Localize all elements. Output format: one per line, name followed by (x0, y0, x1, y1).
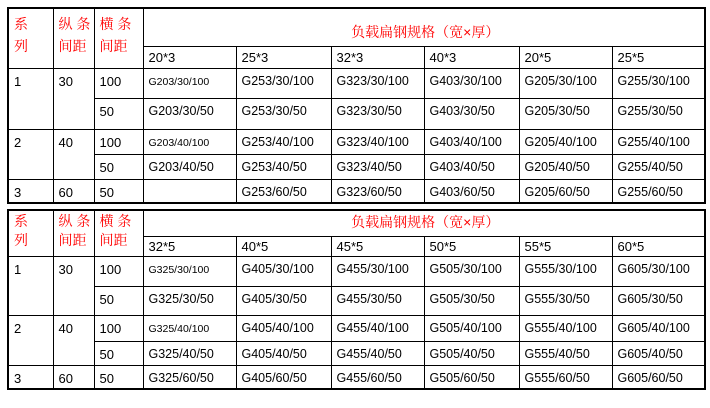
header-label-line: 列 (14, 232, 28, 248)
model-code-cell: G605/30/100 (612, 256, 705, 286)
model-code-cell: G505/40/50 (424, 341, 519, 365)
table-row (8, 179, 705, 203)
header-label-line: 间距 (58, 232, 87, 248)
horizontal-spacing-cell: 50 (94, 179, 143, 203)
series-cell: 3 (8, 365, 53, 389)
header-label-line: 纵 条 (58, 213, 91, 229)
load-spec-title: 负载扁钢规格（宽×厚） (143, 210, 705, 236)
spec-size-header: 20*3 (143, 46, 236, 68)
header-row (8, 8, 705, 46)
vertical-spacing-cell: 60 (53, 179, 94, 203)
load-spec-table-1 (7, 7, 706, 204)
header-label-line: 列 (14, 38, 28, 54)
spec-size-header: 25*5 (612, 46, 705, 68)
horizontal-spacing-cell: 50 (94, 98, 143, 129)
spec-size-header: 32*5 (143, 236, 236, 256)
model-code-cell: G255/40/50 (612, 154, 705, 179)
load-spec-title: 负载扁钢规格（宽×厚） (143, 8, 705, 46)
col-header-vertical-spacing (53, 210, 94, 256)
vertical-spacing-cell: 60 (53, 365, 94, 389)
model-code-cell: G325/40/100 (143, 315, 236, 341)
model-code-cell: G205/30/100 (519, 68, 612, 98)
table-row (8, 341, 705, 365)
model-code-cell: G323/40/50 (331, 154, 424, 179)
header-label-line: 横 条 (99, 16, 132, 32)
table-row (8, 256, 705, 286)
model-code-cell: G323/30/100 (331, 68, 424, 98)
model-code-cell: G253/30/50 (236, 98, 331, 129)
model-code-cell: G203/30/100 (143, 68, 236, 98)
model-code-cell: G203/30/50 (143, 98, 236, 129)
table-body (8, 256, 705, 389)
model-code-cell: G255/40/100 (612, 129, 705, 154)
model-code-cell: G505/30/50 (424, 286, 519, 315)
model-code-cell: G455/30/50 (331, 286, 424, 315)
header-label-line: 间距 (99, 38, 128, 54)
model-code-cell: G403/40/50 (424, 154, 519, 179)
vertical-spacing-cell: 40 (53, 315, 94, 365)
col-header-vertical-spacing (53, 8, 94, 68)
model-code-cell: G203/40/50 (143, 154, 236, 179)
spec-size-header: 40*5 (236, 236, 331, 256)
series-cell: 2 (8, 315, 53, 365)
model-code-cell: G405/40/50 (236, 341, 331, 365)
col-header-series (8, 8, 53, 68)
series-cell: 1 (8, 256, 53, 315)
horizontal-spacing-cell: 50 (94, 365, 143, 389)
model-code-cell: G325/60/50 (143, 365, 236, 389)
horizontal-spacing-cell: 50 (94, 154, 143, 179)
spec-size-header: 40*3 (424, 46, 519, 68)
table-row (8, 286, 705, 315)
series-cell: 1 (8, 68, 53, 129)
table-row (8, 154, 705, 179)
model-code-cell: G505/60/50 (424, 365, 519, 389)
col-header-horizontal-spacing (94, 210, 143, 256)
horizontal-spacing-cell: 100 (94, 129, 143, 154)
model-code-cell: G455/40/100 (331, 315, 424, 341)
model-code-cell: G205/30/50 (519, 98, 612, 129)
model-code-cell: G405/60/50 (236, 365, 331, 389)
model-code-cell: G555/60/50 (519, 365, 612, 389)
table-row (8, 68, 705, 98)
model-code-cell: G253/30/100 (236, 68, 331, 98)
horizontal-spacing-cell: 100 (94, 68, 143, 98)
model-code-cell: G605/40/50 (612, 341, 705, 365)
empty-cell (143, 179, 236, 203)
vertical-spacing-cell: 40 (53, 129, 94, 179)
model-code-cell: G555/30/50 (519, 286, 612, 315)
model-code-cell: G205/40/100 (519, 129, 612, 154)
col-header-series (8, 210, 53, 256)
spec-size-header: 25*3 (236, 46, 331, 68)
header-row (8, 210, 705, 236)
model-code-cell: G205/60/50 (519, 179, 612, 203)
series-cell: 3 (8, 179, 53, 203)
horizontal-spacing-cell: 50 (94, 286, 143, 315)
model-code-cell: G323/60/50 (331, 179, 424, 203)
model-code-cell: G203/40/100 (143, 129, 236, 154)
spec-size-header: 50*5 (424, 236, 519, 256)
model-code-cell: G253/40/100 (236, 129, 331, 154)
model-code-cell: G325/40/50 (143, 341, 236, 365)
model-code-cell: G325/30/100 (143, 256, 236, 286)
model-code-cell: G455/30/100 (331, 256, 424, 286)
model-code-cell: G403/60/50 (424, 179, 519, 203)
horizontal-spacing-cell: 100 (94, 315, 143, 341)
table-row (8, 98, 705, 129)
model-code-cell: G605/30/50 (612, 286, 705, 315)
model-code-cell: G403/30/100 (424, 68, 519, 98)
model-code-cell: G323/30/50 (331, 98, 424, 129)
series-cell: 2 (8, 129, 53, 179)
header-label-line: 横 条 (99, 213, 132, 229)
load-spec-table-2 (7, 209, 706, 390)
model-code-cell: G555/30/100 (519, 256, 612, 286)
vertical-spacing-cell: 30 (53, 256, 94, 315)
header-label-line: 系 (14, 213, 28, 229)
model-code-cell: G405/30/100 (236, 256, 331, 286)
model-code-cell: G255/60/50 (612, 179, 705, 203)
model-code-cell: G253/60/50 (236, 179, 331, 203)
model-code-cell: G253/40/50 (236, 154, 331, 179)
spec-size-header: 45*5 (331, 236, 424, 256)
spec-size-header: 20*5 (519, 46, 612, 68)
spec-size-header: 55*5 (519, 236, 612, 256)
model-code-cell: G255/30/50 (612, 98, 705, 129)
vertical-spacing-cell: 30 (53, 68, 94, 129)
model-code-cell: G403/40/100 (424, 129, 519, 154)
model-code-cell: G403/30/50 (424, 98, 519, 129)
model-code-cell: G555/40/50 (519, 341, 612, 365)
horizontal-spacing-cell: 100 (94, 256, 143, 286)
model-code-cell: G405/40/100 (236, 315, 331, 341)
header-label-line: 纵 条 (58, 16, 91, 32)
horizontal-spacing-cell: 50 (94, 341, 143, 365)
model-code-cell: G405/30/50 (236, 286, 331, 315)
spec-size-header: 60*5 (612, 236, 705, 256)
model-code-cell: G455/40/50 (331, 341, 424, 365)
table-body (8, 68, 705, 203)
model-code-cell: G555/40/100 (519, 315, 612, 341)
table-row (8, 315, 705, 341)
header-label-line: 系 (14, 16, 28, 32)
model-code-cell: G505/30/100 (424, 256, 519, 286)
model-code-cell: G605/40/100 (612, 315, 705, 341)
model-code-cell: G255/30/100 (612, 68, 705, 98)
model-code-cell: G605/60/50 (612, 365, 705, 389)
table-row (8, 365, 705, 389)
model-code-cell: G505/40/100 (424, 315, 519, 341)
table-row (8, 129, 705, 154)
model-code-cell: G455/60/50 (331, 365, 424, 389)
model-code-cell: G325/30/50 (143, 286, 236, 315)
col-header-horizontal-spacing (94, 8, 143, 68)
model-code-cell: G323/40/100 (331, 129, 424, 154)
model-code-cell: G205/40/50 (519, 154, 612, 179)
spec-size-header: 32*3 (331, 46, 424, 68)
header-label-line: 间距 (99, 232, 128, 248)
header-label-line: 间距 (58, 38, 87, 54)
